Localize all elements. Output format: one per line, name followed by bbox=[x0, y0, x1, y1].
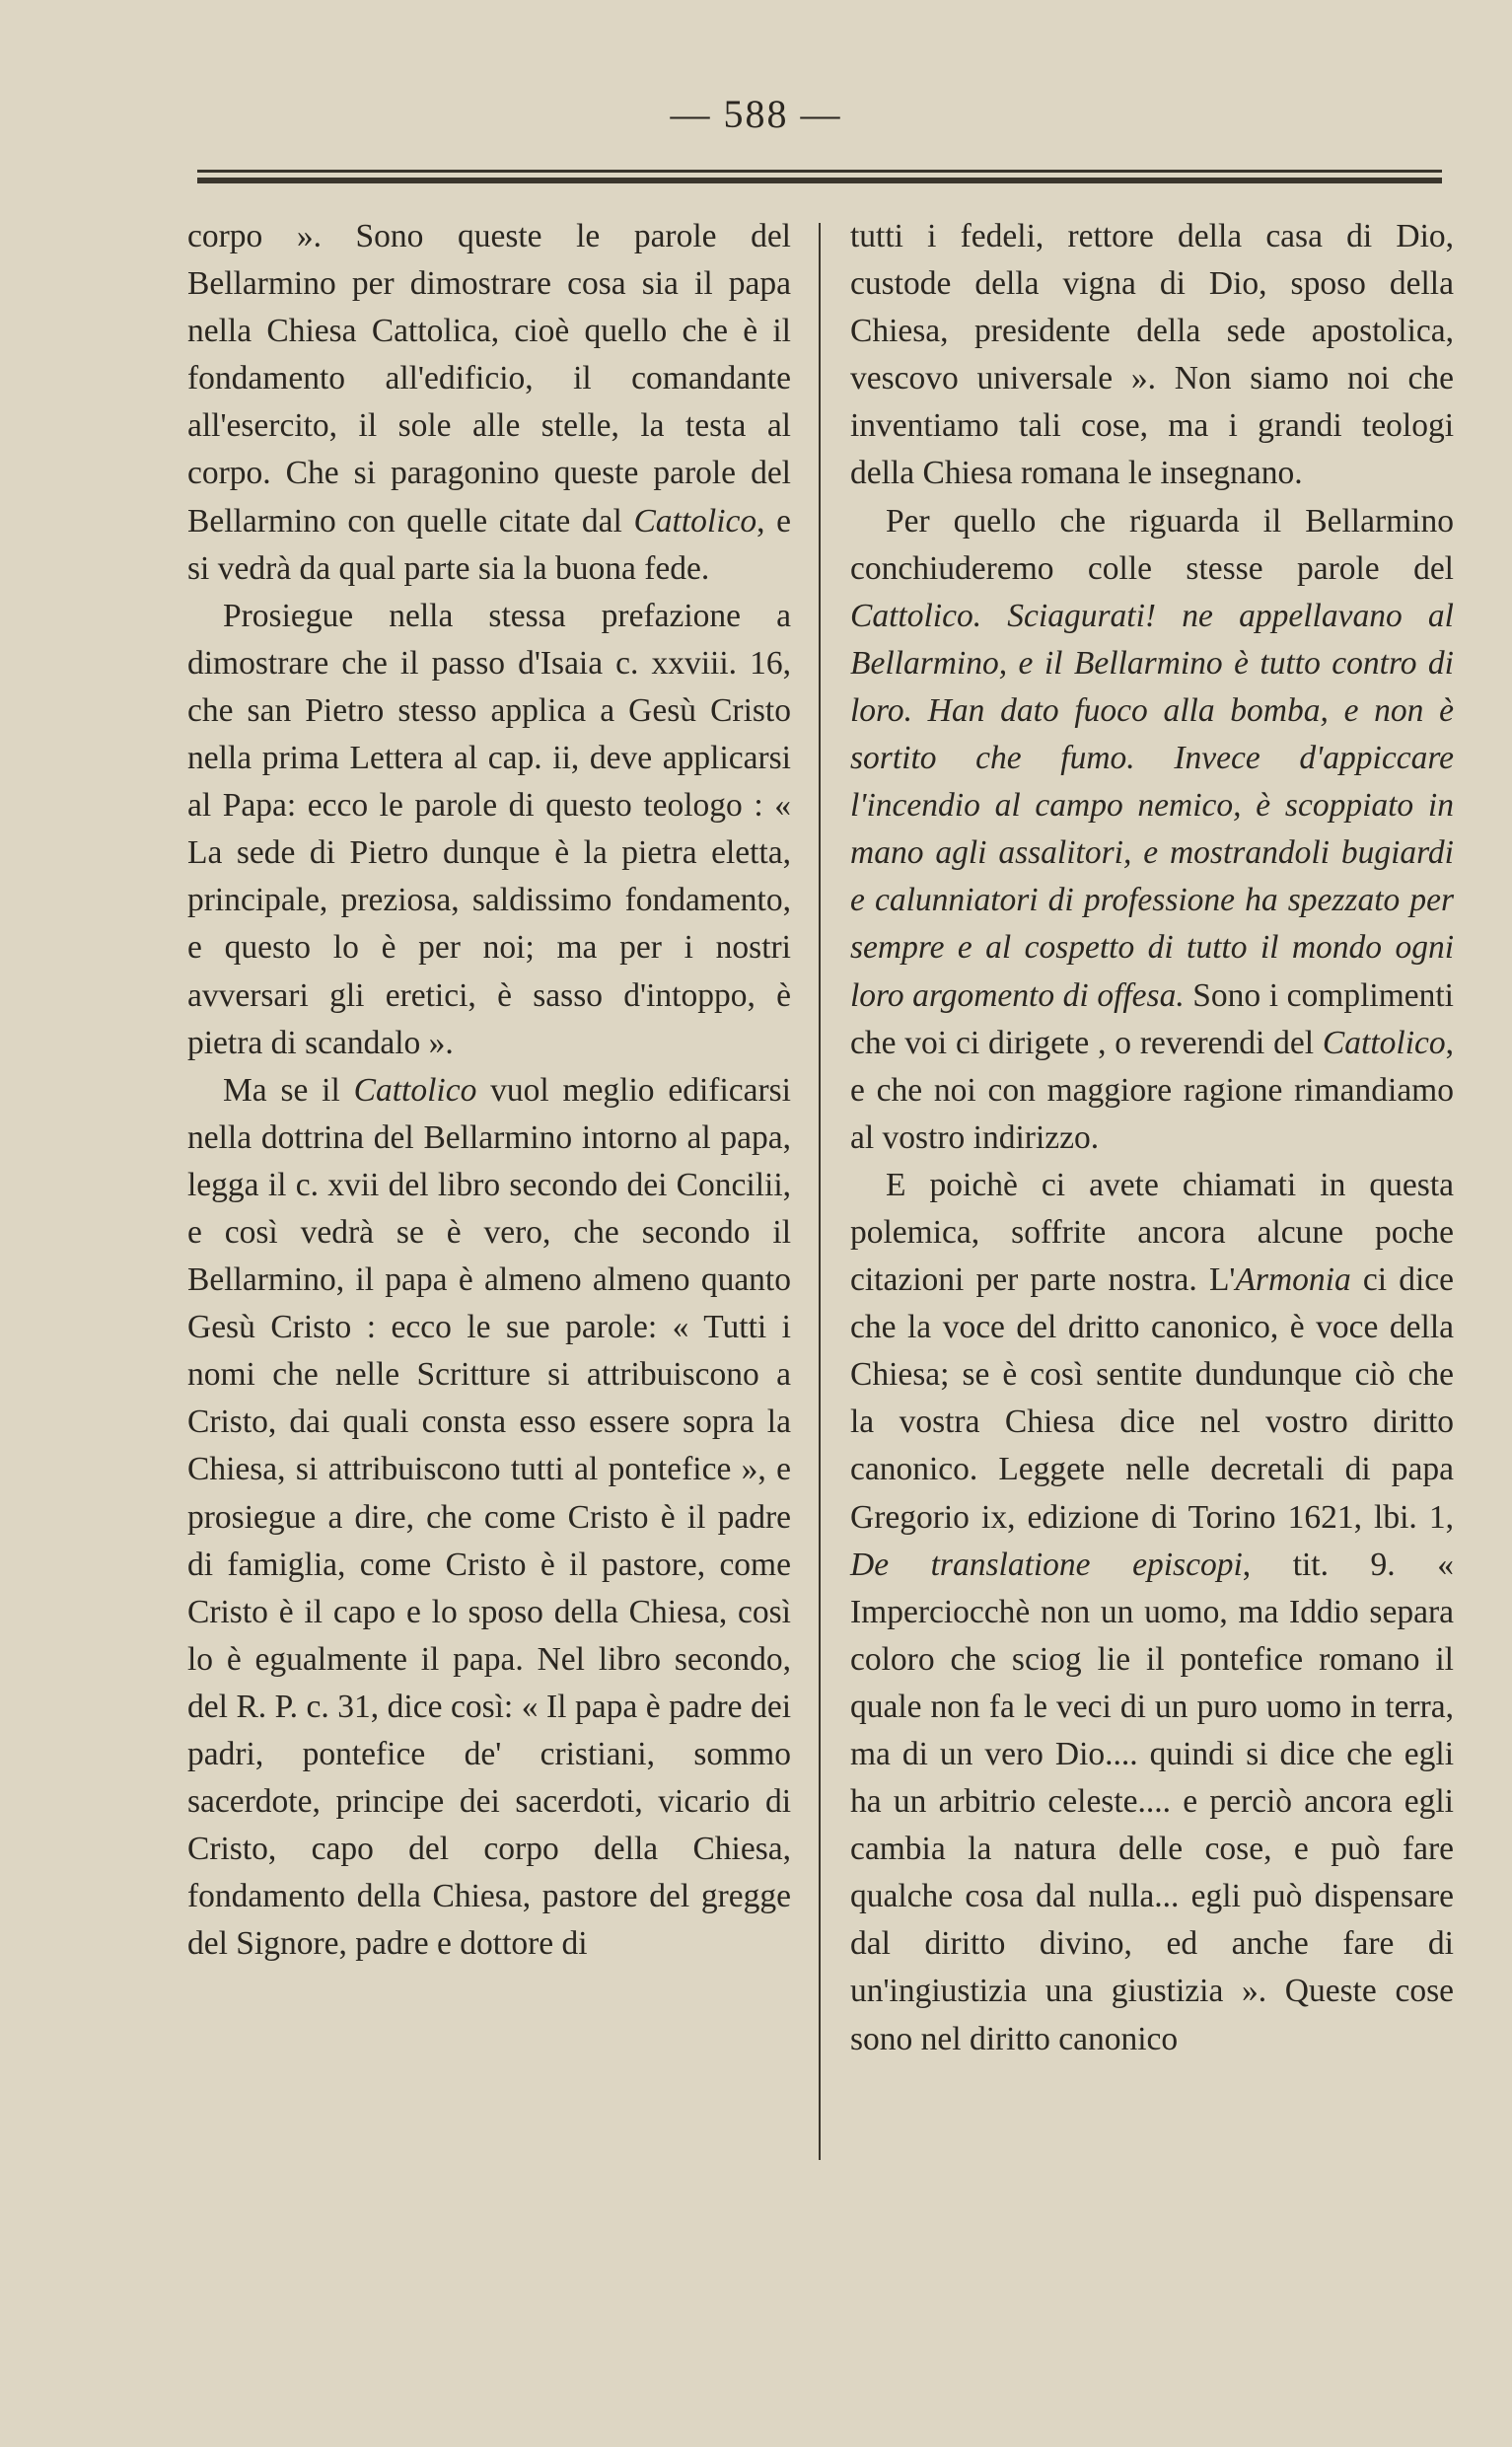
italic-text: Cattolico bbox=[633, 502, 757, 540]
right-column bbox=[850, 213, 1454, 2063]
italic-text: Cattolico bbox=[1322, 1024, 1446, 1061]
paragraph bbox=[187, 213, 791, 593]
paragraph bbox=[850, 213, 1454, 498]
text-run: Per quello che riguarda il Bellarmino conchiuderemo colle stesse parole del bbox=[850, 502, 1454, 587]
italic-text: Cattolico bbox=[353, 1071, 477, 1109]
text-run: , e si vedrà da qual parte sia la buona fede. bbox=[187, 502, 791, 587]
text-run: Ma se il bbox=[223, 1071, 354, 1109]
page-number: — 588 — bbox=[670, 92, 842, 136]
italic-text: Armonia bbox=[1235, 1261, 1351, 1299]
text-run: corpo ». Sono queste le parole del Bellarmino per dimostrare cosa sia il papa nella Chiesa Cattolica, cioè quello che è il fondamento all'edificio, il comandante all'esercito, il sole alle stelle, la testa al corpo. Che si paragonino queste parole del Bellarmino con quelle citate dal bbox=[187, 218, 791, 540]
text-run: , e che noi con maggiore ragione rimandiamo al vostro indirizzo. bbox=[850, 1024, 1454, 1156]
text-run: Sono i complimenti che voi ci dirigete , o reverendi del bbox=[850, 976, 1454, 1061]
header-rule-thin bbox=[197, 170, 1442, 173]
paragraph bbox=[850, 498, 1454, 1162]
text-run: vuol meglio edificarsi nella dottrina del Bellarmino intorno al papa, legga il c. xvii del libro secondo dei Concilii, e così vedrà se è vero, che secondo il Bellarmino, il papa è almeno almeno quanto Gesù Cristo : ecco le sue parole: « Tutti i nomi che nelle Scritture si attribuiscono a Cristo, dai quali consta esso essere sopra la Chiesa, si attribuiscono tutti al pontefice », e prosiegue a dire, che come Cristo è il padre di famiglia, come Cristo è il pastore, come Cristo è il capo e lo sposo della Chiesa, così lo è egualmente il papa. Nel libro secondo, del R. P. c. 31, dice così: « Il papa è padre dei padri, pontefice de' cristiani, sommo sacerdote, principe dei sacerdoti, vicario di Cristo, capo del corpo della Chiesa, fondamento della Chiesa, pastore del gregge del Signore, padre e dottore di bbox=[187, 1071, 791, 1963]
text-run: Prosiegue nella stessa prefazione a dimostrare che il passo d'Isaia c. xxviii. 16, che san Pietro stesso applica a Gesù Cristo nella prima Lettera al cap. ii, deve applicarsi al Papa: ecco le parole di questo teologo : « La sede di Pietro dunque è la pietra eletta, principale, preziosa, saldissimo fondamento, e questo lo è per noi; ma per i nostri avversari gli eretici, è sasso d'intoppo, è pietra di scandalo ». bbox=[187, 597, 791, 1061]
left-column bbox=[187, 213, 791, 1968]
header-rule-thick bbox=[197, 178, 1442, 183]
text-run: , tit. 9. « Imperciocchè non un uomo, ma Iddio separa coloro che sciog lie il pontefice romano il quale non fa le veci di un puro uomo in terra, ma di un vero Dio.... quindi si dice che egli ha un arbitrio celeste.... e perciò ancora egli cambia la natura delle cose, e può fare qualche cosa dal nulla... egli può dispensare dal diritto divino, ed anche fare di un'ingiustizia una giustizia ». Queste cose sono nel diritto canonico bbox=[850, 1546, 1454, 2057]
text-run: E poichè ci avete chiamati in questa polemica, soffrite ancora alcune poche citazioni per parte nostra. L' bbox=[850, 1166, 1454, 1299]
text-run: tutti i fedeli, rettore della casa di Dio, custode della vigna di Dio, sposo della Chiesa, presidente della sede apostolica, vescovo universale ». Non siamo noi che inventiamo tali cose, ma i grandi teologi della Chiesa romana le insegnano. bbox=[850, 218, 1454, 492]
text-run: ci dice che la voce del dritto canonico, è voce della Chiesa; se è così sentite dundunque ciò che la vostra Chiesa dice nel vostro diritto canonico. Leggete nelle decretali di papa Gregorio ix, edizione di Torino 1621, lbi. 1, bbox=[850, 1261, 1454, 1536]
paragraph bbox=[187, 1067, 791, 1969]
paragraph bbox=[187, 593, 791, 1067]
italic-text: Cattolico. Sciagurati! ne appellavano al Bellarmino, e il Bellarmino è tutto contro di loro. Han dato fuoco alla bomba, e non è sortito che fumo. Invece d'appiccare l'incendio al campo nemico, è scoppiato in mano agli assalitori, e mostrandoli bugiardi e calunniatori di professione ha spezzato per sempre e al cospetto di tutto il mondo ogni loro argomento di offesa. bbox=[850, 597, 1454, 1014]
column-divider bbox=[819, 223, 821, 2160]
italic-text: De translatione episcopi bbox=[850, 1546, 1243, 1583]
paragraph bbox=[850, 1162, 1454, 2063]
